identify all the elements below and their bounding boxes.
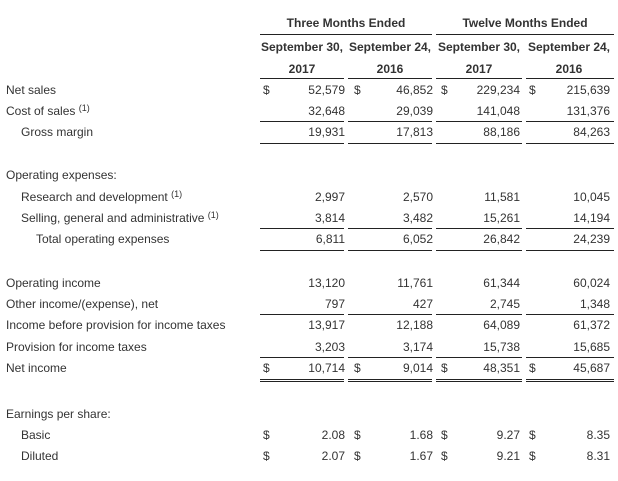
cell-basic-col2: 1.68 [409, 428, 433, 442]
cell-net-sales-col2: 46,852 [396, 83, 433, 97]
cell-gross-margin-col1: 19,931 [308, 125, 345, 139]
rule-cost-col2 [348, 121, 432, 122]
cell-total-opex-col1: 6,811 [315, 232, 345, 246]
cell-other-income-col2: 427 [412, 297, 433, 311]
header-twelve-months: Twelve Months Ended [462, 16, 588, 30]
cell-net-sales-col4: 215,639 [566, 83, 610, 97]
rule-opex-col3 [436, 250, 522, 251]
header-rule-col1 [260, 78, 344, 79]
currency-symbol: $ [529, 449, 536, 463]
rule-other-col2 [348, 314, 432, 315]
row-label-cost-of-sales [6, 104, 90, 118]
cell-rnd-col3: 11,581 [484, 190, 520, 204]
double-rule-ni-col1-b [260, 381, 344, 382]
rule-sga-col1 [260, 228, 344, 229]
header-year-col3: 2017 [465, 62, 493, 76]
double-rule-ni-col1-a [260, 379, 344, 380]
row-label-other-income: Other income/(expense), net [6, 297, 159, 311]
row-label-basic: Basic [21, 428, 51, 442]
currency-symbol: $ [441, 428, 448, 442]
header-year-col4: 2016 [555, 62, 583, 76]
header-rule-twelve-months [436, 34, 614, 35]
row-label-total-opex: Total operating expenses [36, 232, 170, 246]
rule-cost-col1 [260, 121, 344, 122]
row-label-gross-margin: Gross margin [21, 125, 94, 139]
cell-op-income-col4: 60,024 [573, 276, 610, 290]
header-rule-col3 [436, 78, 522, 79]
cell-gross-margin-col4: 84,263 [573, 125, 610, 139]
cell-gross-margin-col2: 17,813 [396, 125, 433, 139]
cell-pretax-col1: 13,917 [308, 318, 345, 332]
cell-net-income-col4: 45,687 [573, 361, 610, 375]
rule-sga-col4 [526, 228, 614, 229]
double-rule-ni-col3-b [436, 381, 522, 382]
cell-op-income-col3: 61,344 [483, 276, 520, 290]
header-three-months: Three Months Ended [286, 16, 406, 30]
cell-basic-col1: 2.08 [321, 428, 345, 442]
rule-cost-col4 [526, 121, 614, 122]
currency-symbol: $ [354, 449, 361, 463]
cell-total-opex-col4: 24,239 [573, 232, 610, 246]
row-label-eps: Earnings per share: [6, 407, 111, 421]
currency-symbol: $ [263, 83, 270, 97]
currency-symbol: $ [529, 361, 536, 375]
cell-pretax-col3: 64,089 [483, 318, 520, 332]
rule-tax-col1 [260, 357, 344, 358]
cell-basic-col3: 9.27 [496, 428, 520, 442]
cell-sga-col1: 3,814 [314, 211, 345, 225]
rule-other-col3 [436, 314, 522, 315]
rule-sga-col3 [436, 228, 522, 229]
cell-sga-col4: 14,194 [573, 211, 610, 225]
cell-tax-col3: 15,738 [483, 340, 520, 354]
row-label-diluted: Diluted [21, 449, 59, 463]
currency-symbol: $ [354, 83, 361, 97]
header-date-col2: September 24, [348, 40, 432, 54]
cell-net-sales-col1: 52,579 [308, 83, 345, 97]
row-label-sga [21, 211, 219, 225]
cell-net-income-col1: 10,714 [308, 361, 345, 375]
currency-symbol: $ [263, 361, 270, 375]
rnd-text: Research and development [21, 190, 168, 204]
header-rule-col4 [526, 78, 614, 79]
rule-sga-col2 [348, 228, 432, 229]
currency-symbol: $ [441, 449, 448, 463]
cell-net-sales-col3: 229,234 [476, 83, 520, 97]
row-label-operating-expenses: Operating expenses: [6, 168, 117, 182]
currency-symbol: $ [263, 449, 270, 463]
cell-gross-margin-col3: 88,186 [483, 125, 520, 139]
double-rule-ni-col4-b [526, 381, 614, 382]
cell-tax-col4: 15,685 [573, 340, 610, 354]
footnote-marker: (1) [78, 103, 90, 113]
currency-symbol: $ [529, 83, 536, 97]
footnote-marker: (1) [207, 210, 219, 220]
rule-gm-col2 [348, 143, 432, 144]
cell-cost-of-sales-col2: 29,039 [396, 104, 433, 118]
double-rule-ni-col3-a [436, 379, 522, 380]
currency-symbol: $ [354, 428, 361, 442]
rule-other-col1 [260, 314, 344, 315]
cell-rnd-col1: 2,997 [314, 190, 345, 204]
cell-op-income-col2: 11,761 [397, 276, 433, 290]
rule-other-col4 [526, 314, 614, 315]
cell-rnd-col2: 2,570 [402, 190, 433, 204]
rule-tax-col3 [436, 357, 522, 358]
cell-total-opex-col3: 26,842 [483, 232, 520, 246]
rule-gm-col3 [436, 143, 522, 144]
rule-opex-col2 [348, 250, 432, 251]
cell-other-income-col1: 797 [324, 297, 345, 311]
cell-diluted-col4: 8.31 [586, 449, 610, 463]
cell-tax-col1: 3,203 [314, 340, 345, 354]
row-label-pretax-income: Income before provision for income taxes [6, 318, 226, 332]
rule-tax-col2 [348, 357, 432, 358]
currency-symbol: $ [441, 361, 448, 375]
row-label-operating-income: Operating income [6, 276, 101, 290]
cell-cost-of-sales-col4: 131,376 [566, 104, 610, 118]
row-label-tax-provision: Provision for income taxes [6, 340, 147, 354]
rule-opex-col1 [260, 250, 344, 251]
currency-symbol: $ [263, 428, 270, 442]
cell-sga-col2: 3,482 [402, 211, 433, 225]
cell-diluted-col1: 2.07 [321, 449, 345, 463]
rule-gm-col1 [260, 143, 344, 144]
rule-tax-col4 [526, 357, 614, 358]
cell-diluted-col3: 9.21 [496, 449, 520, 463]
double-rule-ni-col2-a [348, 379, 432, 380]
currency-symbol: $ [529, 428, 536, 442]
cell-cost-of-sales-col3: 141,048 [476, 104, 520, 118]
row-label-net-income: Net income [6, 361, 67, 375]
cell-net-income-col3: 48,351 [483, 361, 520, 375]
cell-net-income-col2: 9,014 [402, 361, 433, 375]
header-date-col1: September 30, [260, 40, 344, 54]
cell-other-income-col3: 2,745 [489, 297, 520, 311]
cell-cost-of-sales-col1: 32,648 [308, 104, 345, 118]
cell-pretax-col2: 12,188 [396, 318, 433, 332]
cell-sga-col3: 15,261 [483, 211, 520, 225]
cell-op-income-col1: 13,120 [308, 276, 345, 290]
cell-tax-col2: 3,174 [402, 340, 433, 354]
cell-pretax-col4: 61,372 [573, 318, 610, 332]
cell-other-income-col4: 1,348 [579, 297, 610, 311]
cell-total-opex-col2: 6,052 [402, 232, 433, 246]
double-rule-ni-col4-a [526, 379, 614, 380]
sga-text: Selling, general and administrative [21, 211, 205, 225]
cell-diluted-col2: 1.67 [409, 449, 433, 463]
cost-of-sales-text: Cost of sales [6, 104, 76, 118]
footnote-marker: (1) [171, 189, 183, 199]
rule-gm-col4 [526, 143, 614, 144]
header-date-col3: September 30, [437, 40, 521, 54]
row-label-net-sales: Net sales [6, 83, 57, 97]
header-rule-three-months [260, 34, 432, 35]
rule-cost-col3 [436, 121, 522, 122]
currency-symbol: $ [441, 83, 448, 97]
header-year-col1: 2017 [288, 62, 316, 76]
cell-rnd-col4: 10,045 [573, 190, 610, 204]
header-rule-col2 [348, 78, 432, 79]
rule-opex-col4 [526, 250, 614, 251]
row-label-rnd [21, 190, 182, 204]
double-rule-ni-col2-b [348, 381, 432, 382]
currency-symbol: $ [354, 361, 361, 375]
header-date-col4: September 24, [527, 40, 611, 54]
header-year-col2: 2016 [376, 62, 404, 76]
cell-basic-col4: 8.35 [586, 428, 610, 442]
